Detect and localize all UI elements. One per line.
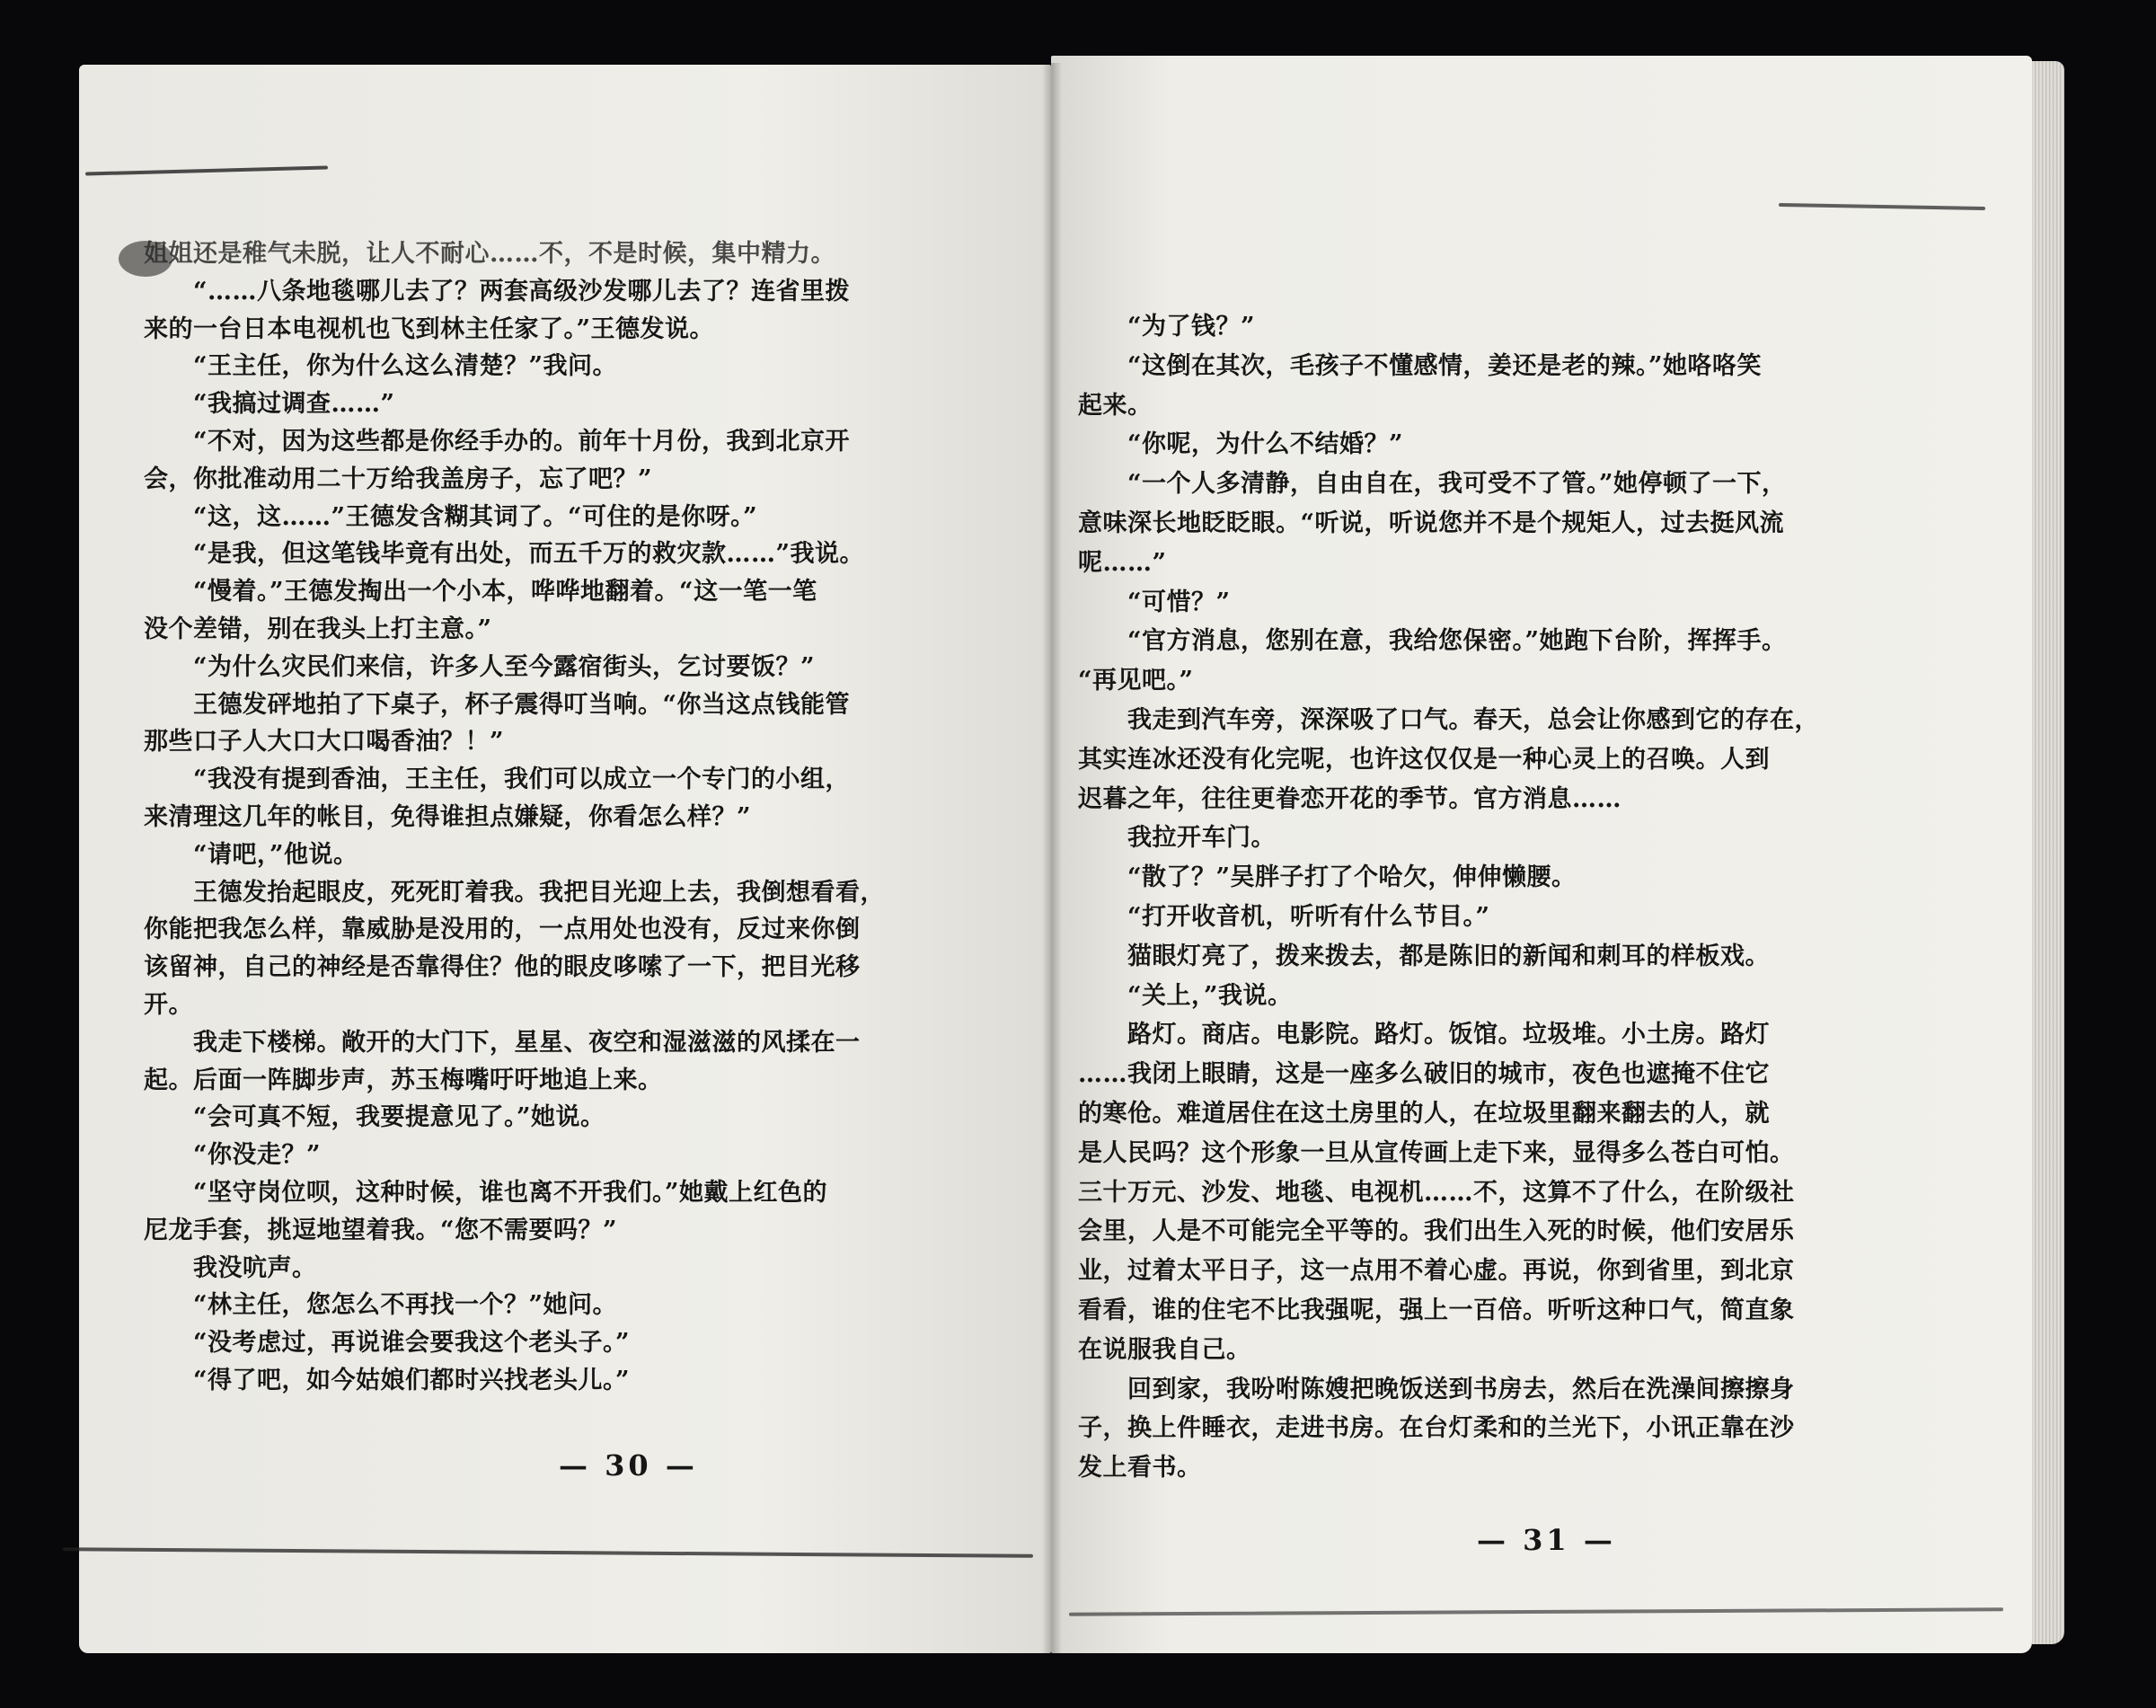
text-line: 意味深长地眨眨眼。“听说，听说您并不是个规矩人，过去挺风流 xyxy=(1078,509,1785,537)
text-line: “为什么灾民们来信，许多人至今露宿街头，乞讨要饭？” xyxy=(144,652,816,681)
text-line: “再见吧。” xyxy=(1078,667,1194,695)
text-line: “不对，因为这些都是你经手办的。前年十月份，我到北京开 xyxy=(144,427,851,456)
text-line: 我没吭声。 xyxy=(144,1253,317,1282)
text-line: 回到家，我吩咐陈嫂把晚饭送到书房去，然后在洗澡间擦擦身 xyxy=(1078,1375,1795,1403)
text-line: 其实连冰还没有化完呢，也许这仅仅是一种心灵上的召唤。人到 xyxy=(1078,745,1770,774)
text-line: 迟暮之年，往往更眷恋开花的季节。官方消息…… xyxy=(1078,784,1621,813)
text-line: ……我闭上眼睛，这是一座多么破旧的城市，夜色也遮掩不住它 xyxy=(1078,1060,1770,1089)
page-number-right: — 31 — xyxy=(1477,1523,1616,1557)
text-line: “打开收音机，听听有什么节目。” xyxy=(1078,902,1490,931)
text-line: “可惜？” xyxy=(1078,588,1231,616)
text-line: 你能把我怎么样，靠威胁是没用的，一点用处也没有，反过来你倒 xyxy=(144,916,861,944)
text-line: “关上，”我说。 xyxy=(1078,981,1293,1010)
text-line: “一个人多清静，自由自在，我可受不了管。”她停顿了一下， xyxy=(1078,470,1787,499)
text-line: 我走到汽车旁，深深吸了口气。春天，总会让你感到它的存在， xyxy=(1078,705,1819,734)
page-edges xyxy=(2032,61,2064,1644)
text-line: 路灯。商店。电影院。路灯。饭馆。垃圾堆。小土房。路灯 xyxy=(1078,1021,1770,1049)
text-line: “坚守岗位呗，这种时候，谁也离不开我们。”她戴上红色的 xyxy=(144,1178,828,1207)
text-line: “你呢，为什么不结婚？” xyxy=(1078,430,1404,459)
text-line: 在说服我自己。 xyxy=(1078,1335,1251,1364)
text-line: 王德发抬起眼皮，死死盯着我。我把目光迎上去，我倒想看看， xyxy=(144,878,885,907)
text-line: “我没有提到香油，王主任，我们可以成立一个专门的小组， xyxy=(144,766,851,794)
text-line: “这，这……”王德发含糊其词了。“可住的是你呀。” xyxy=(144,502,758,531)
text-line: 起。后面一阵脚步声，苏玉梅嘴吁吁地追上来。 xyxy=(144,1066,663,1094)
text-line: “官方消息，您别在意，我给您保密。”她跑下台阶，挥挥手。 xyxy=(1078,627,1787,656)
left-page-text xyxy=(144,235,1033,1400)
text-line: “王主任，你为什么这么清楚？”我问。 xyxy=(144,352,618,381)
text-line: 来清理这几年的帐目，免得谁担点嫌疑，你看怎么样？” xyxy=(144,802,752,831)
text-line: “……八条地毯哪儿去了？两套高级沙发哪儿去了？连省里拨 xyxy=(144,277,851,305)
text-line: “请吧，”他说。 xyxy=(144,840,358,869)
text-line: “林主任，您怎么不再找一个？”她问。 xyxy=(144,1291,618,1320)
text-line: 的寒伧。难道居住在这土房里的人，在垃圾里翻来翻去的人，就 xyxy=(1078,1099,1770,1128)
text-line: 我拉开车门。 xyxy=(1078,824,1276,853)
text-line: 会里，人是不可能完全平等的。我们出生入死的时候，他们安居乐 xyxy=(1078,1217,1795,1246)
text-line: 开。 xyxy=(144,990,193,1019)
text-line: “为了钱？” xyxy=(1078,313,1256,341)
text-line: “散了？”吴胖子打了个哈欠，伸伸懒腰。 xyxy=(1078,863,1577,892)
book-spine xyxy=(1042,63,1062,1653)
text-line: “会可真不短，我要提意见了。”她说。 xyxy=(144,1103,605,1132)
text-line: 呢……” xyxy=(1078,548,1167,577)
text-line: 是人民吗？这个形象一旦从宣传画上走下来，显得多么苍白可怕。 xyxy=(1078,1138,1795,1167)
text-line: 那些口子人大口大口喝香油？！” xyxy=(144,728,505,757)
text-line: 起来。 xyxy=(1078,391,1153,420)
text-line: “你没走？” xyxy=(144,1141,322,1170)
text-line: 发上看书。 xyxy=(1078,1454,1202,1482)
text-line: “是我，但这笔钱毕竟有出处，而五千万的救灾款……”我说。 xyxy=(144,540,865,569)
text-line: 王德发砰地拍了下桌子，杯子震得叮当响。“你当这点钱能管 xyxy=(144,690,851,719)
text-line: 子，换上件睡衣，走进书房。在台灯柔和的兰光下，小讯正靠在沙 xyxy=(1078,1414,1795,1443)
text-line: 姐姐还是稚气未脱，让人不耐心……不，不是时候，集中精力。 xyxy=(144,240,835,268)
text-line: “这倒在其次，毛孩子不懂感情，姜还是老的辣。”她咯咯笑 xyxy=(1078,351,1763,380)
text-line: 该留神，自己的神经是否靠得住？他的眼皮哆嗦了一下，把目光移 xyxy=(144,953,861,982)
text-line: 业，过着太平日子，这一点用不着心虚。再说，你到省里，到北京 xyxy=(1078,1257,1795,1286)
text-line: “我搞过调查……” xyxy=(144,390,395,419)
text-line: 尼龙手套，挑逗地望着我。“您不需要吗？” xyxy=(144,1216,618,1244)
text-line: 我走下楼梯。敞开的大门下，星星、夜空和湿滋滋的风揉在一 xyxy=(144,1028,861,1057)
text-line: 三十万元、沙发、地毯、电视机……不，这算不了什么，在阶级社 xyxy=(1078,1178,1795,1207)
text-line: “得了吧，如今姑娘们都时兴找老头儿。” xyxy=(144,1366,631,1394)
text-line: “慢着。”王德发掏出一个小本，哗哗地翻着。“这一笔一笔 xyxy=(144,578,817,606)
right-page-text xyxy=(1078,307,2003,1488)
text-line: 会，你批准动用二十万给我盖房子，忘了吧？” xyxy=(144,465,653,493)
text-line: 看看，谁的住宅不比我强呢，强上一百倍。听听这种口气，简直象 xyxy=(1078,1296,1795,1324)
text-line: 没个差错，别在我头上打主意。” xyxy=(144,615,492,643)
text-line: “没考虑过，再说谁会要我这个老头子。” xyxy=(144,1329,631,1358)
text-line: 来的一台日本电视机也飞到林主任家了。”王德发说。 xyxy=(144,314,715,343)
page-number-left: — 30 — xyxy=(559,1448,698,1482)
text-line: 猫眼灯亮了，拨来拨去，都是陈旧的新闻和刺耳的样板戏。 xyxy=(1078,942,1770,970)
